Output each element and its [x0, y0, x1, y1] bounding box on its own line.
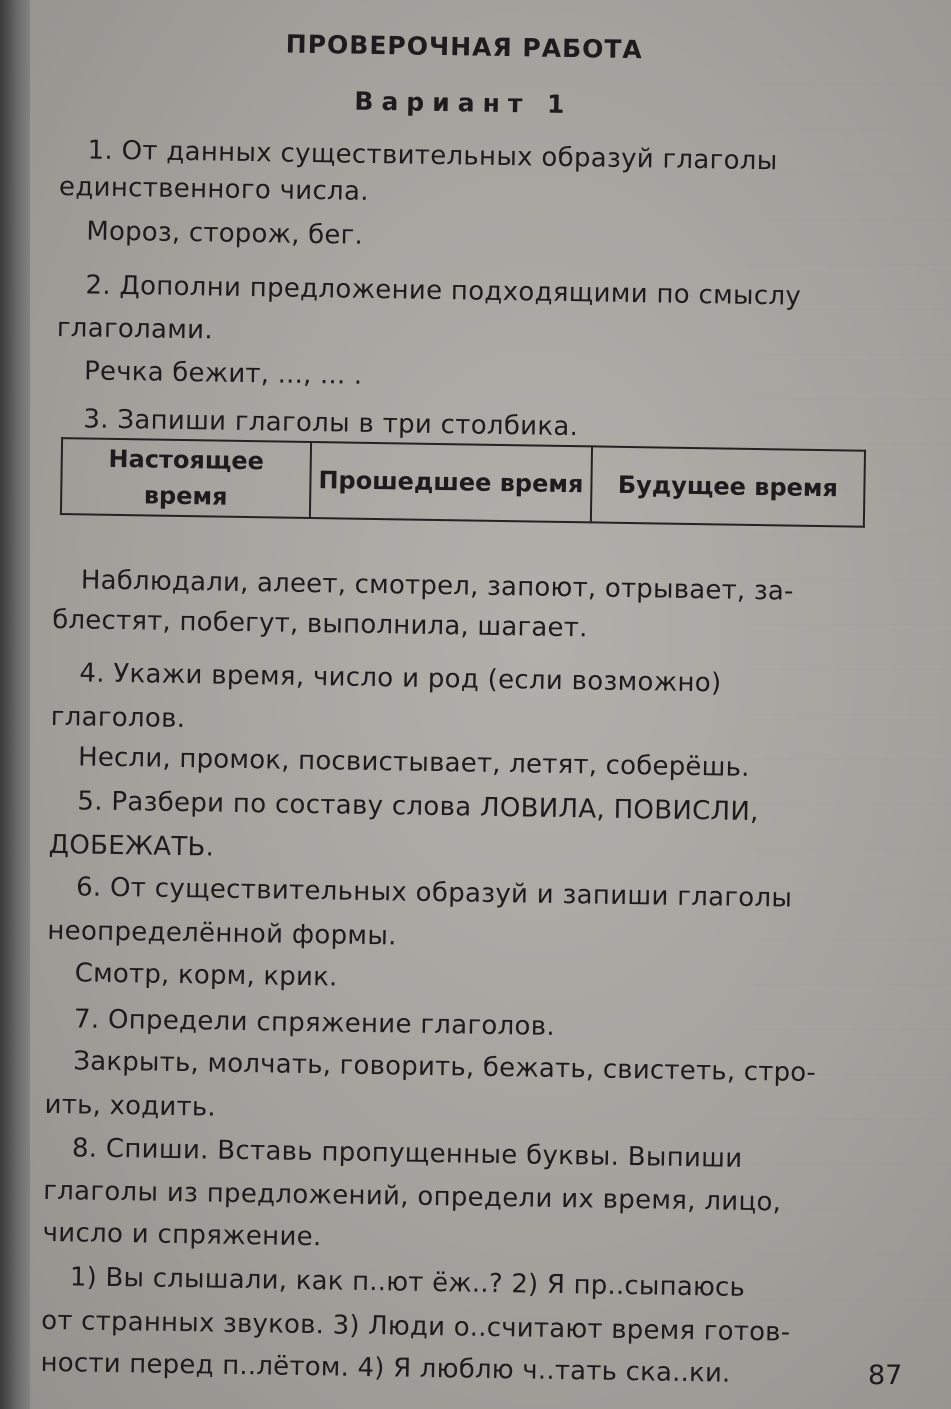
task-8-example-3: ности перед п..лётом. 4) Я люблю ч..тать ска..ки.	[40, 1347, 731, 1389]
task-8-example-1: 1) Вы слышали, как п..ют ёж..? 2) Я пр..сыпаюсь	[69, 1262, 746, 1303]
task-1-instruction: 1. От данных существительных образуй глаголы	[87, 135, 778, 177]
task-8-instruction: 8. Спиши. Вставь пропущенные буквы. Выпиши	[71, 1133, 743, 1174]
tenses-table	[60, 437, 866, 528]
task-3-example-2: блестят, побегут, выполнила, шагает.	[52, 604, 588, 644]
task-2-example: Речка бежит, ..., ... .	[83, 356, 363, 391]
header-future: Будущее время	[591, 446, 865, 526]
page-number: 87	[868, 1360, 903, 1391]
task-8-instruction-cont-1: глаголы из предложений, определи их время, лицо,	[43, 1175, 782, 1218]
task-1-instruction-cont: единственного числа.	[58, 172, 370, 207]
task-5-instruction: 5. Разбери по составу слова ЛОВИЛА, ПОВИСЛИ,	[77, 786, 759, 828]
header-present: Настоящее время	[61, 438, 311, 518]
task-4-instruction-cont: глаголов.	[50, 701, 186, 735]
book-page	[30, 0, 951, 1409]
task-6-instruction: 6. От существительных образуй и запиши глаголы	[75, 872, 793, 914]
task-3-example-1: Наблюдали, алеет, смотрел, запоют, отрывает, за-	[80, 565, 794, 607]
task-4-example: Несли, промок, посвистывает, летят, соберёшь.	[77, 742, 750, 783]
task-8-example-2: от странных звуков. 3) Люди о..считают время готов-	[41, 1305, 791, 1348]
task-7-example-1: Закрыть, молчать, говорить, бежать, свистеть, стро-	[73, 1046, 817, 1089]
header-past: Прошедшее время	[310, 442, 592, 522]
task-5-instruction-cont: ДОБЕЖАТЬ.	[48, 829, 215, 863]
variant-heading: Вариант 1	[354, 86, 573, 120]
task-1-example: Мороз, сторож, бег.	[86, 216, 364, 251]
task-7-instruction: 7. Определи спряжение глаголов.	[73, 1004, 556, 1042]
bleed-through-text	[750, 40, 951, 1340]
task-6-instruction-cont: неопределённой формы.	[47, 915, 397, 952]
task-3-instruction: 3. Запиши глаголы в три столбика.	[83, 404, 579, 443]
task-2-instruction: 2. Дополни предложение подходящими по смыслу	[85, 270, 802, 312]
task-6-example: Смотр, корм, крик.	[74, 958, 338, 993]
task-7-example-2: ить, ходить.	[44, 1089, 217, 1123]
task-2-instruction-cont: глаголами.	[56, 312, 214, 346]
task-8-instruction-cont-2: число и спряжение.	[42, 1217, 322, 1253]
worksheet-title: ПРОВЕРОЧНАЯ РАБОТА	[285, 29, 644, 65]
task-4-instruction: 4. Укажи время, число и род (если возможно)	[79, 658, 722, 699]
